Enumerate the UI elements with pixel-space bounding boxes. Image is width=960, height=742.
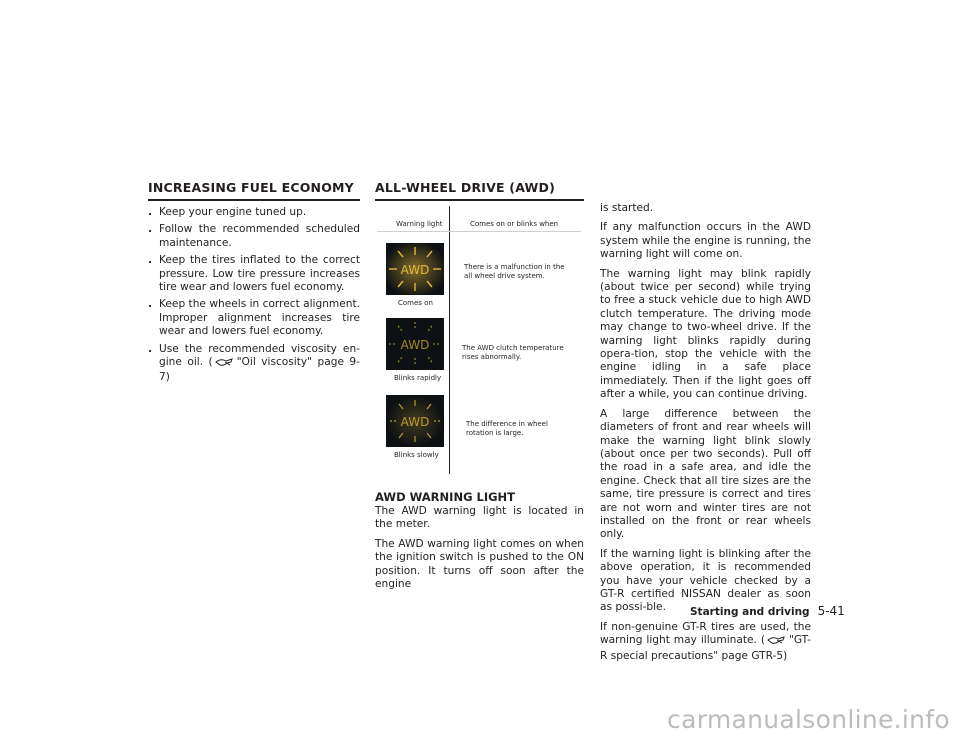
paragraph: If any malfunction occurs in the AWD system while the engine is running, the warning light will come on. xyxy=(600,221,811,261)
bullet-marker: . xyxy=(148,206,153,218)
bullet-text: Keep your engine tuned up. xyxy=(159,206,307,218)
list-item xyxy=(148,343,360,385)
awd-lamp-text: AWD xyxy=(400,338,430,352)
watermark: carmanualsonline.info xyxy=(667,705,950,734)
list-item xyxy=(148,298,360,338)
paragraph xyxy=(600,621,811,663)
paragraph: The AWD warning light is located in the meter. xyxy=(375,505,584,531)
page-reference-link[interactable]: "Oil viscosity" page 9-7) xyxy=(159,356,360,384)
column-awd xyxy=(375,180,584,201)
state-description: The difference in wheel rotation is large. xyxy=(466,420,548,437)
figure-header-warning-light: Warning light xyxy=(396,220,443,228)
fuel-economy-list xyxy=(148,206,360,385)
page-footer xyxy=(690,604,845,618)
section-title-awd: ALL-WHEEL DRIVE (AWD) xyxy=(375,180,584,201)
awd-warning-light-section xyxy=(375,490,584,597)
state-description: There is a malfunction in the all wheel drive system. xyxy=(464,263,565,280)
column-fuel-economy xyxy=(148,180,360,385)
awd-lamp-blinks-rapidly xyxy=(386,318,444,370)
figure-divider xyxy=(449,206,450,474)
state-label: Blinks rapidly xyxy=(394,374,442,382)
page-reference-icon xyxy=(767,634,787,649)
awd-dim-icon xyxy=(386,395,444,447)
section-title-fuel-economy: INCREASING FUEL ECONOMY xyxy=(148,180,360,201)
paragraph: The warning light may blink rapidly (about twice per second) while trying to free a stuck vehicle due to high AWD clutch temperature. The driving mode may change to two-wheel drive. If the warning light blinks rapidly during opera-tion, stop the vehicle with the engine idling in a safe place immediately. Then if the light goes off after a while, you can continue driving. xyxy=(600,267,811,401)
state-label: Blinks slowly xyxy=(394,451,439,459)
state-label: Comes on xyxy=(398,299,433,307)
awd-dim-icon xyxy=(386,318,444,370)
figure-header-rule xyxy=(377,231,581,232)
awd-lamp-text: AWD xyxy=(400,263,430,277)
awd-lamp-blinks-slowly xyxy=(386,395,444,447)
column-awd-continued xyxy=(600,202,811,669)
page-number: 5-41 xyxy=(817,604,845,618)
list-item xyxy=(148,223,360,250)
paragraph-text: If non-genuine GT-R tires are used, the warning light may illuminate. ( xyxy=(600,620,811,647)
page-reference-link[interactable]: "GT-R special precautions" page GTR-5) xyxy=(600,634,811,662)
bullet-marker: . xyxy=(148,223,153,236)
bullet-text: Follow the recommended scheduled maintenance. xyxy=(159,223,360,249)
list-item xyxy=(148,206,360,219)
paragraph: A large difference between the diameters of front and rear wheels will make the warning light blink slowly (about once per two seconds). Pull off the road in a safe area, and idle the engine. Check that all tire sizes are the same, tire pressure is correct and tires are not worn and winter tires are not installed on the front or rear wheels only. xyxy=(600,407,811,541)
bullet-text: Keep the tires inflated to the correct pressure. Low tire pressure increases tire wear and lowers fuel economy. xyxy=(159,254,360,294)
paragraph: is started. xyxy=(600,202,654,214)
page-reference-icon xyxy=(215,356,235,371)
awd-glow-icon xyxy=(386,243,444,295)
bullet-marker: . xyxy=(148,298,153,311)
awd-warning-light-figure xyxy=(377,206,581,474)
state-description: The AWD clutch temperature rises abnormally. xyxy=(462,344,564,361)
bullet-marker: . xyxy=(148,254,153,267)
figure-header-comes-on-or-blinks: Comes on or blinks when xyxy=(470,220,559,228)
awd-lamp-text: AWD xyxy=(400,415,430,429)
bullet-text xyxy=(159,343,360,385)
subsection-title-awd-warning-light: AWD WARNING LIGHT xyxy=(375,490,516,504)
list-item xyxy=(148,254,360,294)
footer-section-name: Starting and driving xyxy=(690,606,810,618)
bullet-marker: . xyxy=(148,342,153,355)
bullet-text-start: Use the recommended viscosity en-gine oil. ( xyxy=(159,342,360,369)
awd-lamp-comes-on xyxy=(386,243,444,295)
paragraph: If the warning light is blinking after the above operation, it is recommended you have your vehicle checked by a GT-R certified NISSAN dealer as soon as possi-ble. xyxy=(600,547,811,614)
paragraph: The AWD warning light comes on when the ignition switch is pushed to the ON position. It turns off soon after the engine xyxy=(375,537,584,591)
bullet-text: Keep the wheels in correct alignment. Improper alignment increases tire wear and lowers fuel economy. xyxy=(159,298,360,338)
